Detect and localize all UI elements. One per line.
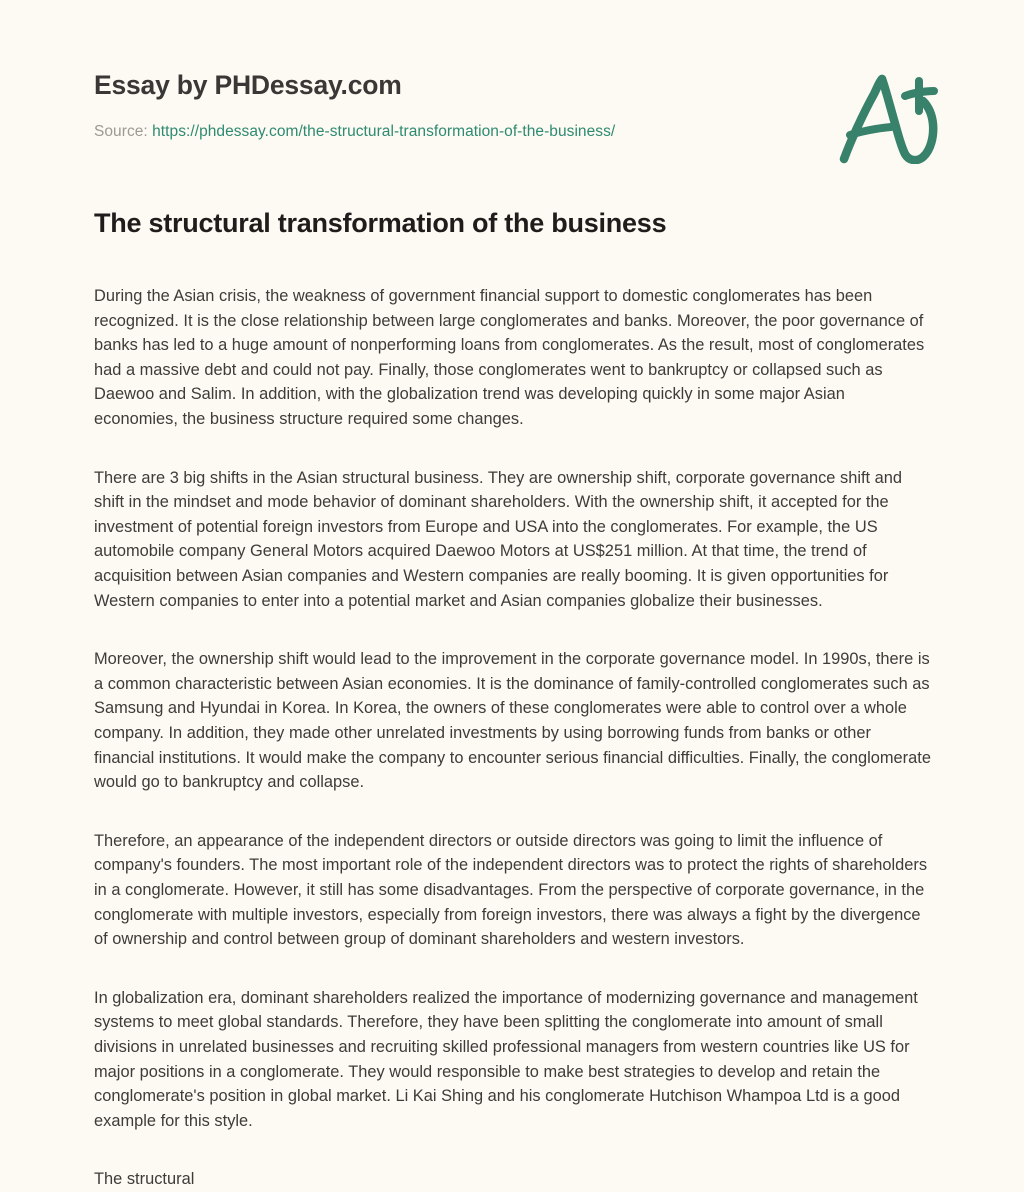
page-title: The structural transformation of the business [94,208,667,238]
article-paragraph: There are 3 big shifts in the Asian structural business. They are ownership shift, corporate governance shift and shift in the mindset and mode behavior of dominant shareholders. With the ownership shift, it accepted for the investment of potential foreign investors from Europe and USA into the conglomerates. For example, the US automobile company General Motors acquired Daewoo Motors at US$251 million. At that time, the trend of acquisition between Asian companies and Western companies are really booming. It is given opportunities for Western companies to enter into a potential market and Asian companies globalize their businesses. [94,468,903,610]
source-url-link[interactable]: https://phdessay.com/the-structural-transformation-of-the-business/ [152,123,616,140]
source-line [94,120,615,143]
article-paragraph: The structural [94,1170,195,1189]
brand-title: Essay by PHDessay.com [94,70,402,100]
page-header [0,0,1024,185]
article-paragraph: In globalization era, dominant shareholders realized the importance of modernizing governance and management systems to meet global standards. Therefore, they have been splitting the conglomerate into amount of small divisions in unrelated businesses and recruiting skilled professional managers from western countries like US for major positions in a conglomerate. They would responsible to make best strategies to develop and retain the conglomerate's position in global market. Li Kai Shing and his conglomerate Hutchison Whampoa Ltd is a good example for this style. [94,988,918,1130]
source-label: Source: [94,123,148,140]
aplus-logo-icon [833,72,949,164]
article [94,206,932,1192]
article-paragraph: Moreover, the ownership shift would lead to the improvement in the corporate governance model. In 1990s, there is a common characteristic between Asian economies. It is the dominance of family-controlled conglomerates such as Samsung and Hyundai in Korea. In Korea, the owners of these conglomerates were able to control over a whole company. In addition, they made other unrelated investments by using borrowing funds from banks or other financial institutions. It would make the company to encounter serious financial difficulties. Finally, the conglomerate would go to bankruptcy and collapse. [94,650,931,792]
article-paragraph: Therefore, an appearance of the independent directors or outside directors was going to limit the influence of company's founders. The most important role of the independent directors was to protect the rights of shareholders in a conglomerate. However, it still has some disadvantages. From the perspective of corporate governance, in the conglomerate with multiple investors, especially from foreign investors, there was always a fight by the divergence of ownership and control between group of dominant shareholders and western investors. [94,831,928,949]
article-body [94,284,932,1192]
aplus-logo [833,72,949,164]
article-paragraph: During the Asian crisis, the weakness of government financial support to domestic conglomerates has been recognized. It is the close relationship between large conglomerates and banks. Moreover, the poor governance of banks has led to a huge amount of nonperforming loans from conglomerates. As the result, most of conglomerates had a massive debt and could not pay. Finally, those conglomerates went to bankruptcy or collapsed such as Daewoo and Salim. In addition, with the globalization trend was developing quickly in some major Asian economies, the business structure required some changes. [94,287,925,429]
